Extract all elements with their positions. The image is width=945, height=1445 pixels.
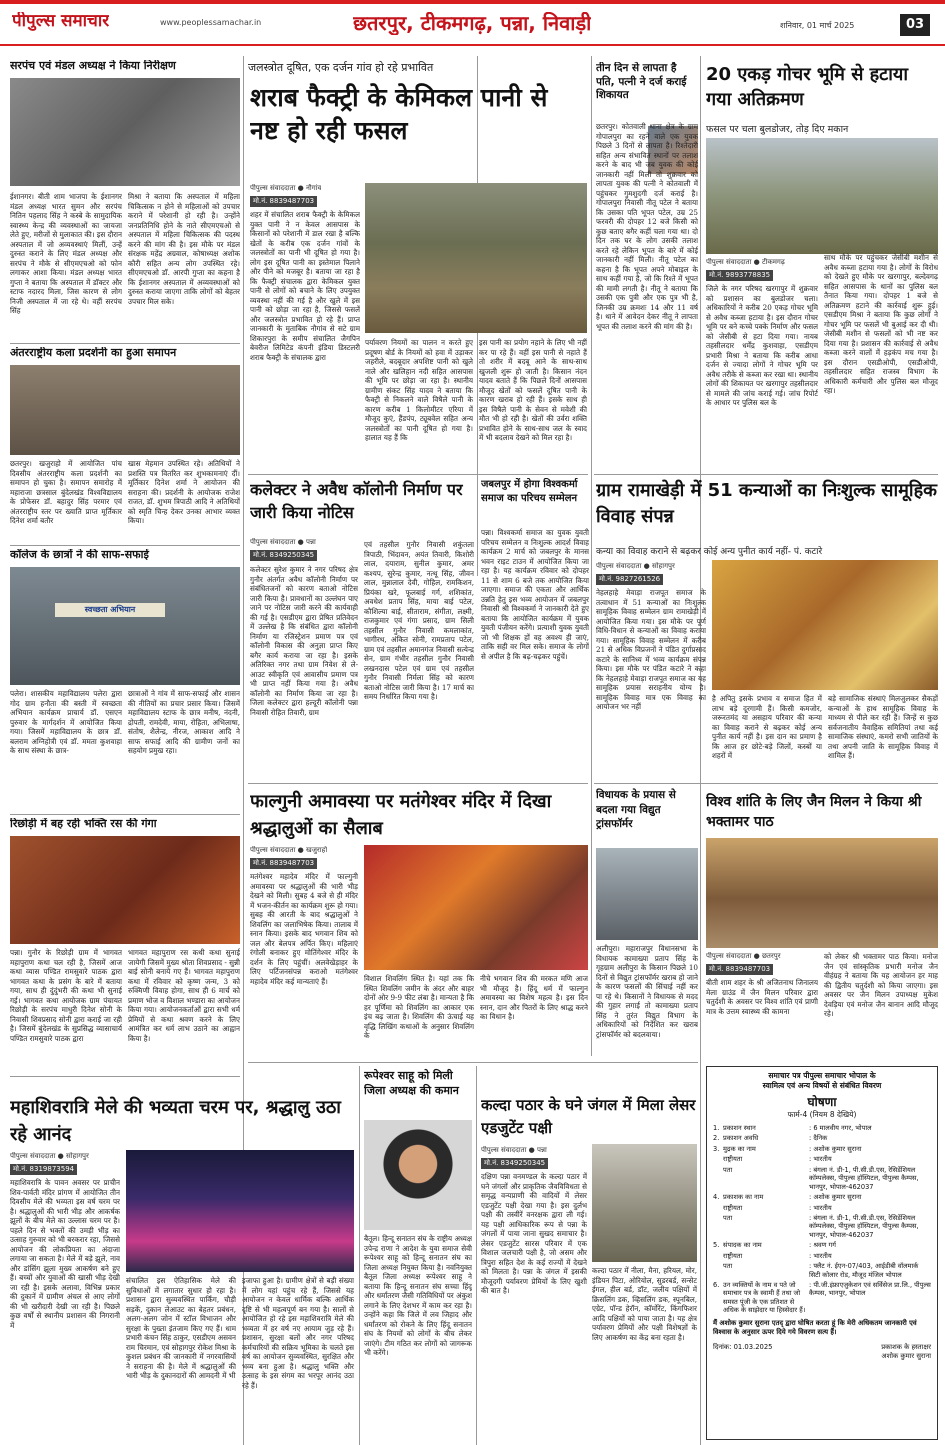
row-value: : भारतीय [809, 1251, 832, 1260]
bird-photo [592, 1144, 697, 1262]
body-col2: है अपितु इसके प्रभाव व समाज हित में लाभ बड़े दूरगामी हैं। किसी कमजोर, जरूरतमंद या असहाय परिवार की कन्या का विवाह कराने से बढ़कर कोई अन्य पुनीत कार्य नहीं है। इस दान का प्रमाण है कि आज हर छोटे-बड़े जिलों, कस्बों या शहरों में [712, 694, 822, 760]
headline[interactable]: 20 एकड़ गोचर भूमि से हटाया गया अतिक्रमण [706, 64, 909, 111]
body-col2: खास मेहमान उपस्थित रहे। अतिथियों ने प्रशस्ति पत्र वितरित कर शुभकामनाएं दीं। मूर्तिकार दिनेश शर्मा ने आयोजन की सराहना की। प्रदर्शनी के आयोजक राजेश राजत, डॉ. शुभम त्रिपाठी आदि ने अतिथियों को स्मृति चिन्ह देकर उनका आभार व्यक्त किया। [128, 459, 240, 525]
story-college [10, 549, 240, 811]
page-number: 03 [900, 14, 930, 36]
byline: पीपुल्स संवाददाता ● सोहागपुर [596, 562, 675, 570]
story-bhakti [10, 818, 240, 1073]
ownership-notice [706, 1066, 938, 1440]
story-art-exhibition [10, 347, 240, 542]
headline[interactable]: शराब फैक्ट्री के केमिकल पानी से नष्ट हो रही फसल [250, 83, 548, 145]
headline[interactable]: तीन दिन से लापता है पति, पत्नी ने दर्ज कराई शिकायत [596, 62, 687, 102]
notice-date: दिनांक: 01.03.2025 [713, 1343, 773, 1352]
body-col2: को लेकर श्री भक्तामर पाठ किया। मनोज जैन एवं सांस्कृतिक प्रभारी मनोज जैन वीहंग्रह ने बताया कि यह आयोजन हर माह की द्वितीय चतुर्दशी को किया जाएगा। इस अवसर पर जैन मिलन उपाध्यक्ष मुकेश देवड़िया एवं मनोज जैन बानान आदि मौजूद रहे। [824, 952, 938, 1018]
headline[interactable]: विश्व शांति के लिए जैन मिलन ने किया श्री भक्तामर पाठ [706, 794, 922, 831]
headline[interactable]: सरपंच एवं मंडल अध्यक्ष ने किया निरीक्षण [10, 60, 176, 72]
row-number: 2. [713, 1134, 720, 1143]
portrait-photo [364, 1120, 472, 1230]
row-value: : 6 मालवीय नगर, भोपाल [809, 1124, 872, 1132]
divider [248, 474, 588, 475]
col-divider [359, 1066, 360, 1445]
news-photo [596, 848, 698, 940]
website[interactable]: www.peoplessamachar.in [160, 18, 262, 27]
notice-row [713, 1214, 931, 1239]
body-col2: भागवत महापुराण रस कथी कथा सुनाई जायेगी जिसमें मुख्य श्रोता शिवप्रसाद - सुन्नी बाई सोनी बनाये गए हैं। भागवत महापुराण कथा में रविवार को कृष्ण जन्म, 3 को रुक्मिणी विवाह होगा, साथ ही 6 मार्च को प्रमाण भोज व विशाल भण्डारा का आयोजन किया गया। आयोजनकर्ताओं द्वारा सभी धर्म प्रेमियों से कथा श्रवण करने के लिए आमंत्रित कर धर्म लाभ उठाने का आह्वान किया है। [128, 948, 240, 1043]
body-col1: दक्षिण पन्ना वनमण्डल के कल्दा पठार में घने जंगलों और प्राकृतिक जैवविविधता से समृद्ध वन्यप्राणी की वादियों में लेसर एडजुटेंट पक्षी देखा गया है। इस दुर्लभ पक्षी की तस्वीरें वनरक्षक द्वारा ली गई। यह पक्षी आधिकारिक रूप से पन्ना के जंगलों में पाया जाना सुखद समाचार है। लेसर एडजुटेंट सारस परिवार में एक विशाल जलचारी पक्षी है, जो असम और त्रिपुरा सहित देश के कई राज्यों में देखने को मिलता है। पन्ना के जंगल में इसकी मौजूदगी पर्यावरण प्रेमियों के लिए खुशी की बात है। [481, 1172, 587, 1295]
divider [10, 1076, 240, 1077]
signature-name: अशोक कुमार सुराना [881, 1352, 931, 1361]
notice-row [713, 1155, 931, 1163]
row-value: : भारतीय [809, 1203, 832, 1212]
headline[interactable]: कॉलेज के छात्रों ने की साफ-सफाई [10, 549, 149, 561]
body-col1: ईशानगर। बीती शाम भाजपा के ईशानगर मंडल अध्यक्ष भारत सुमन और सरपंच नितिन पहलाद सिंह ने कस्बे के सामुदायिक स्वास्थ्य केन्द्र की व्यवस्थाओं का जायजा लेते हुए, मरीजों से मुलाकात की। इस दौरान अस्पताल में जो अव्यवस्थाएं मिलीं, उन्हें दुरुस्त कराने के लिए मंडल अध्यक्ष और सरपंच ने मौके से सीएमएचओ को फोन लगाकर आशा किया। मंडल अध्यक्ष भारत गुप्ता ने बताया कि अस्पताल में डॉक्टर और स्टाफ नदारद मिला, जिस कारण से लोग निजी अस्पताल में जा रहे थे। वहीं सरपंच सिंह [10, 192, 122, 315]
mobile-number: मो.नं. 8349250345 [250, 550, 317, 561]
body-col2: छात्राओं ने गांव में साफ-सफाई और शासन की नीतियों का प्रचार प्रसार किया। जिसमें महाविद्यालय स्टाफ के छात्र मनीष, नंदनी, द्रोपती, रामदेवी, माया, रोहिता, अभिलाषा, संतोष, शैलेन्द्र, नीरज, आकाश आदि ने साफ सफाई आदि की ग्रामीण जनों का सहयोग प्रमुख रहा। [128, 689, 240, 755]
row-number [713, 1204, 723, 1212]
declaration: मैं अशोक कुमार सुराना एतद् द्वारा घोषित करता हूं कि मेरी अधिकतम जानकारी एवं विश्वास के अनुसार ऊपर दिये गये विवरण सत्य हैं। [713, 1318, 917, 1336]
body-col1: जिले के नगर परिषद खरगापुर में शुक्रवार को प्रशासन का बुलडोजर चला। अधिकारियों ने करीब 20 एकड़ गोचर भूमि से अवैध कब्जा हटाया है। इस दौरान गोचर भूमि पर बने कच्चे पक्के निर्माण और फसल को जेसीबी से हटा दिया गया। नायब तहसीलदार धर्मेंद्र कुशवाहा, एसडीएम प्रभारी मिश्रा ने बताया कि करीब आधा दर्जन से ज्यादा लोगों ने गोचर भूमि पर अवैध तरीके से कब्जा कर रखा था। स्थानीय लोगों की शिकायत पर खरगापुर तहसीलदार से मामले की जांच कराई गई। जांच रिपोर्ट के आधार पर पुलिस बल के [706, 284, 818, 407]
headline[interactable]: रिछोड़ी में बह रही भक्ति रस की गंगा [10, 818, 157, 830]
row-label: प्रकाशन स्थान [723, 1124, 756, 1132]
logo[interactable]: पीपुल्स समाचार [12, 12, 110, 31]
byline: पीपुल्स संवाददाता ● पन्ना [481, 1146, 547, 1154]
notice-row [713, 1281, 931, 1315]
mobile-number: मो.नं. 8839487703 [706, 964, 773, 975]
notice-row [713, 1145, 931, 1153]
byline: पीपुल्स संवाददाता ● पन्ना [250, 538, 316, 546]
row-number: 4. [713, 1193, 720, 1202]
notice-title: घोषणा [807, 1095, 837, 1109]
row-number [713, 1155, 723, 1163]
notice-row [713, 1252, 931, 1260]
row-label: राष्ट्रीयता [723, 1155, 743, 1164]
body-col1: मतंगेश्वर महादेव मंदिर में फाल्गुनी अमावस्या पर श्रद्धालुओं की भारी भीड़ देखने को मिली। सुबह 4 बजे से ही मंदिर में भजन-कीर्तन का कार्यक्रम शुरू हो गया। सुबह की आरती के बाद श्रद्धालुओं ने शिवलिंग का जलाभिषेक किया। तालाब में स्नान किया। इसके बाद भगवान शिव को जल और बेलपत्र अर्पित किए। महिलाएं रंगोली बनाकर हुए मोतिंगेश्वर मंदिर के दर्शन के लिए पहुंचीं। अलवेखेड़ाहर के लिए पर्टिजनसंपन्न कराओ मतंगेश्वर महादेव मंदिर कई मान्यताएं हैं। [250, 872, 358, 986]
news-photo [365, 183, 587, 333]
col-divider [476, 1066, 477, 1445]
body-col1: कलेक्टर सुरेश कुमार ने नगर परिषद क्षेत्र गुनौर अंतर्गत अवैध कॉलोनी निर्माण पर संबंधितजनों को कारण बताओ नोटिस जारी किया है। प्रावधानों का उल्लंघन पाए जाने पर नोटिस जारी करने की कार्यवाही की गई है। एसडीएम द्वारा प्रेषित प्रतिवेदन में उल्लेख है कि संबंधित द्वारा कॉलोनी निर्माण या रजिस्ट्रेशन प्रमाण पत्र एवं कॉलोनी विकास की अनुज्ञा प्राप्त किए बगैर कार्य कराया जा रहा है। इसके अतिरिक्त नगर तथा ग्राम निवेश से ले-आउट स्वीकृति एवं आवासीय प्रमाण पत्र भी प्राप्त नहीं किया गया है। अवैध कॉलोनी का निर्माण किया जा रहा है। जिला कलेक्टर द्वारा हल्दूरी कॉलोनी पन्ना निवासी रोहित तिवारी, ग्राम [250, 565, 358, 717]
row-number: 5. [713, 1241, 720, 1250]
body-col2: कल्दा पठार में नीला, मैना, हरियल, मोर, इंडियन पिटा, ओरियोल, सुडरबर्ड, सन्सेट ईगल, हील बर्ड, डॉट, जलीय पक्षियों में क्रिसलिंग डक, व्हिसलिंग डक, स्पूनबिल, एग्रेट, पॉन्ड हेरॉन, कॉर्मोरेंट, किंगफिशर आदि पक्षियों को पाया जाता है। यह क्षेत्र पर्यावरण प्रेमियों और पक्षी विशेषज्ञों के लिए आकर्षण का केंद्र बना रहता है। [592, 1266, 697, 1342]
news-photo [10, 78, 240, 186]
headline[interactable]: विधायक के प्रयास से बदला गया विद्युत ट्रांसफॉर्मर [596, 789, 676, 831]
news-photo [126, 1150, 354, 1272]
notice-row [713, 1204, 931, 1212]
notice-top-line: समाचार पत्र पीपुल्स समाचार भोपाल के [768, 1071, 876, 1080]
row-label: मुद्रक का नाम [723, 1144, 756, 1153]
row-label: राष्ट्रीयता [723, 1251, 743, 1260]
row-value: : भारतीय [809, 1155, 832, 1164]
headline[interactable]: रूपेश्वर साहू को मिली जिला अध्यक्ष की कमान [364, 1069, 459, 1098]
notice-rows [713, 1124, 931, 1315]
body-col1: नेहलहाहे मेवाड़ा राजपूत समाज के तत्वाधान में 51 कन्याओं का निःशुल्क सामूहिक विवाह सम्मेलन ग्राम रामाखेड़ी में आयोजित किया गया। इस मौके पर पूर्ण विधि-विधान से कन्याओं का विवाह कराया गया। सामूहिक विवाह सम्मेलन में करीब 21 से अधिक विप्रजनों ने पंडित दुर्गाप्रसाद कटारे के सानिध्य में भव्य कार्यक्रम संपन्न किया। इस मौके पर पंडित कटारे ने कहा कि नेहलहाहे मेवाड़ा राजपूत समाज का यह सामूहिक प्रयास सराहनीय योग्य है। सामूहिक विवाह मात्र एक विवाह का आयोजन भर नहीं [596, 588, 706, 711]
notice-row [713, 1193, 931, 1201]
row-value: : श्रवण गर्ग [809, 1241, 836, 1250]
notice-row [713, 1124, 931, 1132]
subhead: कन्या का विवाह कराने से बढ़कर कोई अन्य पुनीत कार्य नहीं- पं. कटारे [596, 547, 823, 557]
news-photo [364, 845, 588, 970]
row-number: 3. [713, 1144, 720, 1153]
notice-row [713, 1166, 931, 1191]
body-col1: छतरपुर। खजुराहो में आयोजित पांच दिवसीय अंतरराष्ट्रीय कला प्रदर्शनी का समापन हो चुका है। समापन समारोह में महाराजा छत्रसाल बुंदेलखंड विश्वविद्यालय के प्रोफेसर डॉ. बहादुर सिंह परमार एवं अंतरराष्ट्रीय स्तर पर ख्याति प्राप्त मूर्तिकार दिनेश शर्मा बतौर [10, 459, 122, 525]
news-photo [706, 838, 938, 948]
row-number [713, 1166, 723, 1191]
divider [10, 343, 240, 344]
body-col1: पन्ना। विश्वकर्मा समाज का युवक युवती परिचय सम्मेलन व निःशुल्क आदर्श विवाह कार्यक्रम 2 मार्च को जबलपुर के मानस भवन राइट टाउन में आयोजित किया जा रहा है। यह कार्यक्रम रविवार को दोपहर 11 से शाम 6 बजे तक आयोजित किया जाएगा। समाज की एकता और आर्थिक उन्नति हेतु इस भव्य आयोजन में जबलपुर निवासी श्री विश्वकर्मा ने जानकारी देते हुए बताया कि आयोजित कार्यक्रम में युवक युवती पंजीयन करेंगे। प्रत्याशी युवक युवती जो भी शिक्षक हों वह अवश्य ही जाएं, ताकि सही वर मिल सके। समाज के लोगों से अपील है कि बढ़-चढ़कर पहुंचें। [481, 528, 589, 661]
row-number: 1. [713, 1124, 720, 1132]
news-photo [706, 138, 938, 254]
body-col1: अलीपुरा। महाराजपुर विधानसभा के विधायक कामाख्या प्रताप सिंह के गृहग्राम अलीपुरा के किसान पिछले 10 दिनों से विद्युत ट्रांसफॉर्मर खराब हो जाने के कारण फसलों की सिंचाई नहीं कर पा रहे थे। किसानों ने विधायक से मदद की गुहार लगाई तो कामाख्या प्रताप सिंह ने तुरंत विद्युत विभाग के अधिकारियों को निर्देशित कर खराब ट्रांसफॉर्मर को बदलवाया। [596, 944, 698, 1039]
notice-row [713, 1134, 931, 1142]
body-col2: साथ मौके पर पहुंचकर जेसीबी मशीन से अवैध कब्जा हटाया गया है। लोगों के विरोध को देखते हुए मौके पर खरगापुर, बल्देवगढ़ सहित आसपास के थानों का पुलिस बल तैनात किया गया। दोपहर 1 बजे से अतिक्रमण हटाने की कार्रवाई शुरू हुई। एसडीएम मिश्रा ने बताया कि कुछ लोगों ने गोचर भूमि पर फसलें भी बुआई कर दी थी। जेसीबी मशीन से फसलों को भी नष्ट कर दिया गया है। प्रशासन की कार्रवाई से अवैध कब्जा करने वालों में हड़कंप मच गया है। इस दौरान एसडीओपी, एसडीओपी, तहसीलदार सहित राजस्व विभाग के अधिकारी कर्मचारी और पुलिस बल मौजूद रहा। [824, 253, 938, 395]
body-col2: पर्यावरण नियमों का पालन न करते हुए प्रदूषण बोर्ड के नियमों को हवा में उड़ाकर जहरीले, बदबूदार अपशिष्ट पानी को खुले नाले और खलिहान नदी सहित आसपास की भूमि पर छोड़ा जा रहा है। स्थानीय ग्रामीण संकट सिंह यादव ने बताया कि फैक्ट्री से निकलने वाले विषैले पानी के कारण करीब 1 किलोमीटर एरिया में मौजूद कुएं, हैंडपंप, ट्यूबवेल सहित अन्य जलस्त्रोतों का पानी दूषित हो गया है। हालात यह हैं कि [365, 338, 473, 442]
body-col1: शहर में संचालित शराब फैक्ट्री के केमिकल युक्त पानी ने न केवल आसपास के किसानों को परेशानी में डाल रखा है बल्कि खेतों के करीब एक दर्जन गांवों के जलस्त्रोतों का पानी भी दूषित हो गया है। लोग इस दूषित पानी का इस्तेमाल पिलाने और पीने को मजबूर है। बताया जा रहा है कि फैक्ट्री संचालक द्वारा केमिकल युक्त पानी से लोगों को बचाने के लिए उपयुक्त व्यवस्था नहीं की गई है और खुले में इस पानी को छोड़ा जा रहा है, जिससे फसलें और जलस्त्रोत प्रभावित हो रहे हैं। प्राप्त जानकारी के मुताबिक नौगांव से सटे ग्राम शिकारपुरा के समीप संचालित जैगपिन बेवरीज लिमिटेड कंपनी इंडिया डिस्टलरी शराब फैक्ट्री के संचालक द्वारा [250, 210, 360, 362]
headline[interactable]: ग्राम रामाखेड़ी में 51 कन्याओं का निःशुल्क सामूहिक विवाह संपन्न [596, 480, 937, 528]
body-col2: मिश्रा ने बताया कि अस्पताल में महिला चिकित्सक न होने से महिलाओं को उपचार कराने में परेशानी हो रही है। उन्होंने जनप्रतिनिधि होने के नाते सीएमएचओ से अस्पताल में महिला चिकित्सक की पदस्थ करने की मांग की है। इस मौके पर मंडल संरक्षक महेंद्र अग्रवाल, कोषाध्यक्ष अशोक कौरी सहित अन्य लोग उपस्थित रहे। सीएमएचओ डॉ. आरपी गुप्ता का कहना है कि ईशानगर अस्पताल में अव्यवस्थाओं को दुरुस्त कराया जाएगा ताकि लोगों को बेहतर उपचार मिल सके। [128, 192, 240, 306]
mobile-number: मो.नं. 9893778835 [706, 270, 773, 281]
body-col2: संचालित इस ऐतिहासिक मेले की सुविधाओं में लगातार सुधार हो रहा है। प्रशासन द्वारा सुव्यवस्थित पार्किंग, चौड़ी सड़कें, दुकान लेआउट का बेहतर प्रबंधन, अलग-अलग जोन में स्टॉल विभाजन और सुरक्षा के पुख्ता इंतजाम किए गए हैं। धाम प्रभारी कंचन सिंह ठाकुर, एसडीएम असवन राम चिरमान, एवं सोहागपुर रोकेश मिश्रा के कुशल प्रबंधन की जानकारी में नगरवासियों ने सराहना की है। मेले में श्रद्धालुओं की भारी भीड़ के दुकानदारों की आमदनी में भी [126, 1276, 236, 1380]
body-col3: बड़े सामाजिक संस्थाएं मिलजुलकर सैकड़ों कन्याओं के हाथ सामूहिक विवाह के माध्यम से पीले कर रही हैं। जिन्हें स कुछ सर्वजनातीय वैवाहिक समितियां तथा कई सामाजिक संस्थाएं, कमरो सभी जातियों के तथा अपनी जाति के सामूहिक विवाह में शामिल हैं। [828, 694, 938, 760]
body-col2: विशाल शिवलिंग स्थित है। यहां तक कि स्थित शिवलिंग जमीन के अंदर और बाहर दोनों ओर 9-9 फीट लंबा है। मान्यता है कि हर पूर्णिमा को शिवलिंग का आकार एक इंच बढ़ जाता है। शिवलिंग की ऊंचाई यह वृद्धि लिखिंग कथाओं के अनुसार शिवलिंग के [364, 974, 474, 1040]
row-value: : पी.जी.इंफ्राएजुकेशन एवं सर्विसेज प्रा.लि., पीपुल्स कैम्पस, भानपुर, भोपाल [809, 1281, 931, 1298]
mobile-number: मो.नं. 8839487703 [250, 858, 317, 869]
row-label: राष्ट्रीयता [723, 1203, 743, 1212]
byline: पीपुल्स संवाददाता ● खजुराहो [250, 846, 328, 854]
kicker: जलस्त्रोत दूषित, एक दर्जन गांव हो रहे प्रभावित [248, 61, 434, 74]
mobile-number: मो.नं. 9827261526 [596, 574, 663, 585]
body-col3: इजाफा हुआ है। ग्रामीण क्षेत्रों से बड़ी संख्या में लोग यहां पहुंच रहे हैं, जिससे यह आयोजन न केवल धार्मिक बल्कि आर्थिक दृष्टि से भी महत्वपूर्ण बन गया है। सालों से आयोजित हो रहे इस महाशिवरात्रि मेले की भव्यता में हर वर्ष नए आयाम जुड़ रहे हैं। प्रशासन, सुरक्षा बलों और नगर परिषद कर्मचारियों की सक्रिय भूमिका के चलते इस वर्ष का आयोजन सुव्यवस्थित, सुरक्षित और भव्य बना हुआ है। श्रद्धालु भक्ति और उत्साह के इस संगम का भरपूर आनंद उठा रहे हैं। [242, 1276, 354, 1390]
body-col1: बीती शाम शहर के श्री अजितनाथ जिनालय मेला ग्राउंड में जैन मिलन परिवार द्वारा चतुर्दशी के अवसर पर विश्व शांति एवं प्राणी मात्र के उत्तम स्वास्थ्य की कामना [706, 978, 818, 1016]
news-photo [10, 567, 240, 685]
headline[interactable]: कल्दा पठार के घने जंगल में मिला लेसर एडजुटेंट पक्षी [481, 1096, 696, 1137]
byline: पीपुल्स संवाददाता ● सोहागपुर [10, 1152, 89, 1160]
news-photo [10, 836, 240, 944]
row-value: : अशोक कुमार सुराना [809, 1144, 862, 1153]
byline: पीपुल्स संवाददाता ● टीकमगढ़ [706, 258, 785, 266]
body-col1: महाशिवरात्रि के पावन अवसर पर प्राचीन शिव-पार्वती मंदिर प्रांगण में आयोजित तीन दिवसीय मेले की भव्यता इस वर्ष चरम पर है। श्रद्धालुओं की भारी भीड़ और आकर्षक झूलों के बीच मेले का उल्लास चरम पर है। पहले दिन से भक्तों की उमड़ी भीड़ का उत्साह गुरुवार को भी बरकरार रहा, जिससे आयोजन की लोकप्रियता का अंदाजा लगाया जा सकता है। मेले में बड़े झूले, नाव और डांसिंग झूला मुख्य आकर्षण बने हुए हैं। बच्चों और युवाओं की खासी भीड़ देखी जा रही है। इसके अलावा, विभिन्न प्रकार की दुकानें में ग्रामीण अंचल से आए लोगों की भी खरीदारी देखी जा रही है। पिछले कुछ वर्षों से स्थानीय प्रशासन की निगरानी में [10, 1178, 120, 1330]
row-label: पता [723, 1165, 733, 1174]
body-col1: पलेरा। शासकीय महाविद्यालय पलेरा द्वारा गोद ग्राम हनौता की बस्ती में स्वच्छता अभियान कार्यक्रम प्राचार्य डॉ. एसएन पुरुवार के मार्गदर्शन में आयोजित किया गया। जिसमें महाविद्यालय के छात्र डॉ. बलराम अग्निहोत्री एवं डॉ. ममता कुशवाहा के साथ संस्था के छात्र- [10, 689, 122, 755]
news-photo [712, 560, 938, 690]
notice-row [713, 1241, 931, 1249]
subhead: फसल पर चला बुलडोजर, तोड़ दिए मकान [706, 124, 849, 135]
mobile-number: मो.नं. 8319873594 [10, 1164, 77, 1175]
row-label: प्रकाशक का नाम [723, 1193, 764, 1202]
divider [594, 474, 938, 475]
row-label: प्रकाशन अवधि [723, 1134, 759, 1143]
signature-title: प्रकाशक के हस्ताक्षर [881, 1343, 931, 1352]
body-col2: एवं तहसील गुनौर निवासी शकुंतला त्रिपाठी, भिंदावन, अयंत तिवारी, किशोरी लाल, दयाराम, सुनील कुमार, अमर कश्यप, सुरेन्द्र कुमार, नत्थू सिंह, जीवन लाल, मुन्नालाल देवी, गोहिल, रामकिशन, प्रियंका खरे, फूलबाई गर्ग, शशिकांत, अवधेश प्रताप सिंह, माया बाई पटेल, कौशिल्या बाई, सीताराम, संगीता, लक्ष्मी, राजकुमार एवं गंगा प्रसाद, ग्राम सिली तहसील गुनौर निवासी कमलाकांत, भागीरथ, अंकित सोनी, रामप्रताप पटेल, ग्राम एवं तहसील अमानगंज निवासी सत्येन्द्र सेन, ग्राम गंभीर तहसील गुनौर निवासी लखनदास पटेल एवं ग्राम एवं तहसील गुनौर निवासी निर्मला सिंह को कारण बताओ नोटिस जारी किया है। 17 मार्च का समय निर्धारित किया गया है। [364, 540, 474, 701]
banner-text: स्वच्छता अभियान [55, 603, 165, 617]
masthead [0, 0, 945, 46]
body-col3: नीचे भगवान शिव की मरकत मणि आज भी मौजूद है। हिंदू धर्म में फाल्गुन अमावस्या का विशेष महत्व है। इस दिन स्नान, दान और पितरों के लिए श्राद्ध करने का विधान है। [480, 974, 588, 1021]
story-sarpanch [10, 60, 240, 340]
issue-date: शनिवार, 01 मार्च 2025 [780, 21, 855, 30]
row-label: पता [723, 1262, 733, 1271]
region-title: छतरपुर, टीकमगढ़, पन्ना, निवाड़ी [353, 12, 592, 35]
headline[interactable]: महाशिवरात्रि मेले की भव्यता चरम पर, श्रद्धालु उठा रहे आनंद [10, 1097, 341, 1145]
row-number [713, 1262, 723, 1279]
row-value: : फ्लैट नं. ईएन-07/403, आईडीबी वॉलमार्क सिटी कोलार रोड, मौजूद मंजिल भोपाल [809, 1262, 919, 1279]
body-col1: पन्ना। गुनौर के रिछोड़ी ग्राम में भागवत महापुराण कथा चल रही है, जिसमें आज कथा व्यास पण्डित रामसुवारे पाठक द्वारा भागवत कथा के प्रसंग के बारे में बताया गया, साथ ही दुंदुंभरी की कथा भी सुनाई गई। भागवत कथा आयोजक ग्राम पंचायत रिछोड़ी के सरपंच माधुरी दिनेश सोनी के निवासी शिवप्रसाद सोनी द्वारा कराई जा रही है। जिसमें बुंदेलखंड के सुप्रसिद्ध व्यासाचार्य पण्डित रामसुवारे पाठक द्वारा [10, 948, 122, 1043]
masthead-band [0, 0, 945, 4]
divider [594, 783, 938, 784]
divider [10, 814, 240, 815]
row-number [713, 1252, 723, 1260]
mobile-number: मो.नं. 8839487703 [250, 196, 317, 207]
byline: पीपुल्स संवाददाता ● छतरपुर [706, 952, 781, 960]
body-col1: छतरपुर। कोतवाली थाना क्षेत्र के ग्राम गोपालपुरा का रहने वाले एक युवक पिछले 3 दिनों से लापता है। रिश्तेदारी सहित अन्य संभावित स्थानों पर तलाश करने के बाद भी जब युवक की कोई जानकारी नहीं मिली तो शुक्रवार को लापता युवक की पत्नी ने कोतवाली में पहुंचकर गुमशुदगी दर्ज कराई है। गोपालपुरा निवासी नीतू पटेल ने बताया कि उसका पति भूपत पटेल, उम्र 25 फरवरी की दोपहर 12 बजे किसी को कुछ बताए बगैर कहीं चला गया था। दो दिन तक घर के लोग उसकी तलाश करते रहे लेकिन भूपत के बारे में कोई जानकारी नहीं मिली। नीतू पटेल का कहना है कि भूपत अपने मोबाइल के साथ कहीं गया है, जो कि रिश्ते में भूपत की मामी लगती है। नीतू ने बताया कि उसकी एक पुत्री और एक पुत्र भी है, जिनकी उम्र क्रमशः 14 और 11 वर्ष है। थाने में आवेदन देकर नीतू ने लापता भूपत की तलाश करने की मांग की है। [596, 122, 698, 331]
row-label: उन व्यक्तियों के नाम व पते जो समाचार पत्र के स्वामी हैं तथा जो समस्त पूंजी के एक प्रतिशत से अधिक के साझेदार या हिस्सेदार हैं। [723, 1281, 806, 1315]
headline[interactable]: जबलपुर में होगा विश्वकर्मा समाज का परिचय सम्मेलन [481, 479, 578, 504]
row-label: संपादक का नाम [723, 1241, 762, 1250]
headline[interactable]: कलेक्टर ने अवैध कॉलोनी निर्माण पर जारी किया नोटिस [250, 480, 463, 523]
row-value: : बंगला नं. डी-1, पी.सी.डी.एस, रेसिडेंशियल कॉम्पलेक्स, पीपुल्स हॉस्पिटल, पीपुल्स कैम्पस, भानपुर, भोपाल-462037 [809, 1165, 919, 1191]
divider [248, 1062, 698, 1063]
row-value: : बंगला नं. डी-1, पी.सी.डी.एस, रेसिडेंशियल कॉम्पलेक्स, पीपुल्स हॉस्पिटल, पीपुल्स कैम्पस, भानपुर, भोपाल-462037 [809, 1213, 919, 1239]
headline[interactable]: फाल्गुनी अमावस्या पर मतंगेश्वर मंदिर में दिखा श्रद्धालुओं का सैलाब [250, 791, 552, 839]
news-photo [10, 365, 240, 455]
col-divider [591, 56, 592, 1056]
body-col3: इस पानी का प्रयोग नहाने के लिए भी नहीं कर पा रहे हैं। वहीं इस पानी से नहाते हैं तो शरीर में बदबू आने के साथ-साथ खुजली शुरू हो जाती है। किसान नंदन यादव बताते हैं कि पिछले दिनों आसपास मौजूद खेतों को फसलें दूषित पानी के कारण खराब हो रही हैं। इसके साथ ही इस विषैले पानी के सेवन से मवेशी की मौत भी हो रही है। खेतों की उर्वरा शक्ति प्रभावित होने के साथ-साथ जल के स्वाद में भी बदलाव देखने को मिल रहा है। [479, 338, 587, 442]
notice-form: फार्म-4 (नियम 8 देखिये) [787, 1110, 857, 1119]
row-number [713, 1214, 723, 1239]
notice-row [713, 1262, 931, 1279]
row-value: : दैनिक [809, 1134, 828, 1143]
divider [248, 783, 588, 784]
row-label: पता [723, 1213, 733, 1222]
headline[interactable]: अंतरराष्ट्रीय कला प्रदर्शनी का हुआ समापन [10, 347, 177, 359]
row-value: : अशोक कुमार सुराना [809, 1193, 862, 1202]
notice-top-line: स्वामित्व एवं अन्य विषयों से संबंधित विवरण [762, 1081, 882, 1090]
mobile-number: मो.नं. 8349250345 [481, 1158, 548, 1169]
body-col1: बैतूल। हिन्दू सनातन संघ के राष्ट्रीय अध्यक्ष उपेन्द्र राणा ने आदेश के युवा समाज सेवी रूपेश्वर साहू को हिन्दू सनातन संघ का जिला अध्यक्ष नियुक्त किया है। नवनियुक्त बैतूल जिला अध्यक्ष रूपेश्वर साहू ने बताया कि हिन्दू सनातन संघ सच्चा हिंदू और धर्मांतरण जैसी गतिविधियों पर अंकुश लगाने के लिए देशभर में काम कर रहा है। उन्होंने कहा कि जिले में लव जिहाद और धर्मांतरण को रोकने के लिए हिंदू सनातन संघ के नियमों को लोगों के बीच लेकर जाएंगे। टीम गठित कर लोगों को जागरूक भी करेंगे। [364, 1234, 472, 1357]
row-number: 6. [713, 1281, 720, 1289]
divider [10, 545, 240, 546]
byline: पीपुल्स संवाददाता ● नौगांव [250, 184, 322, 192]
